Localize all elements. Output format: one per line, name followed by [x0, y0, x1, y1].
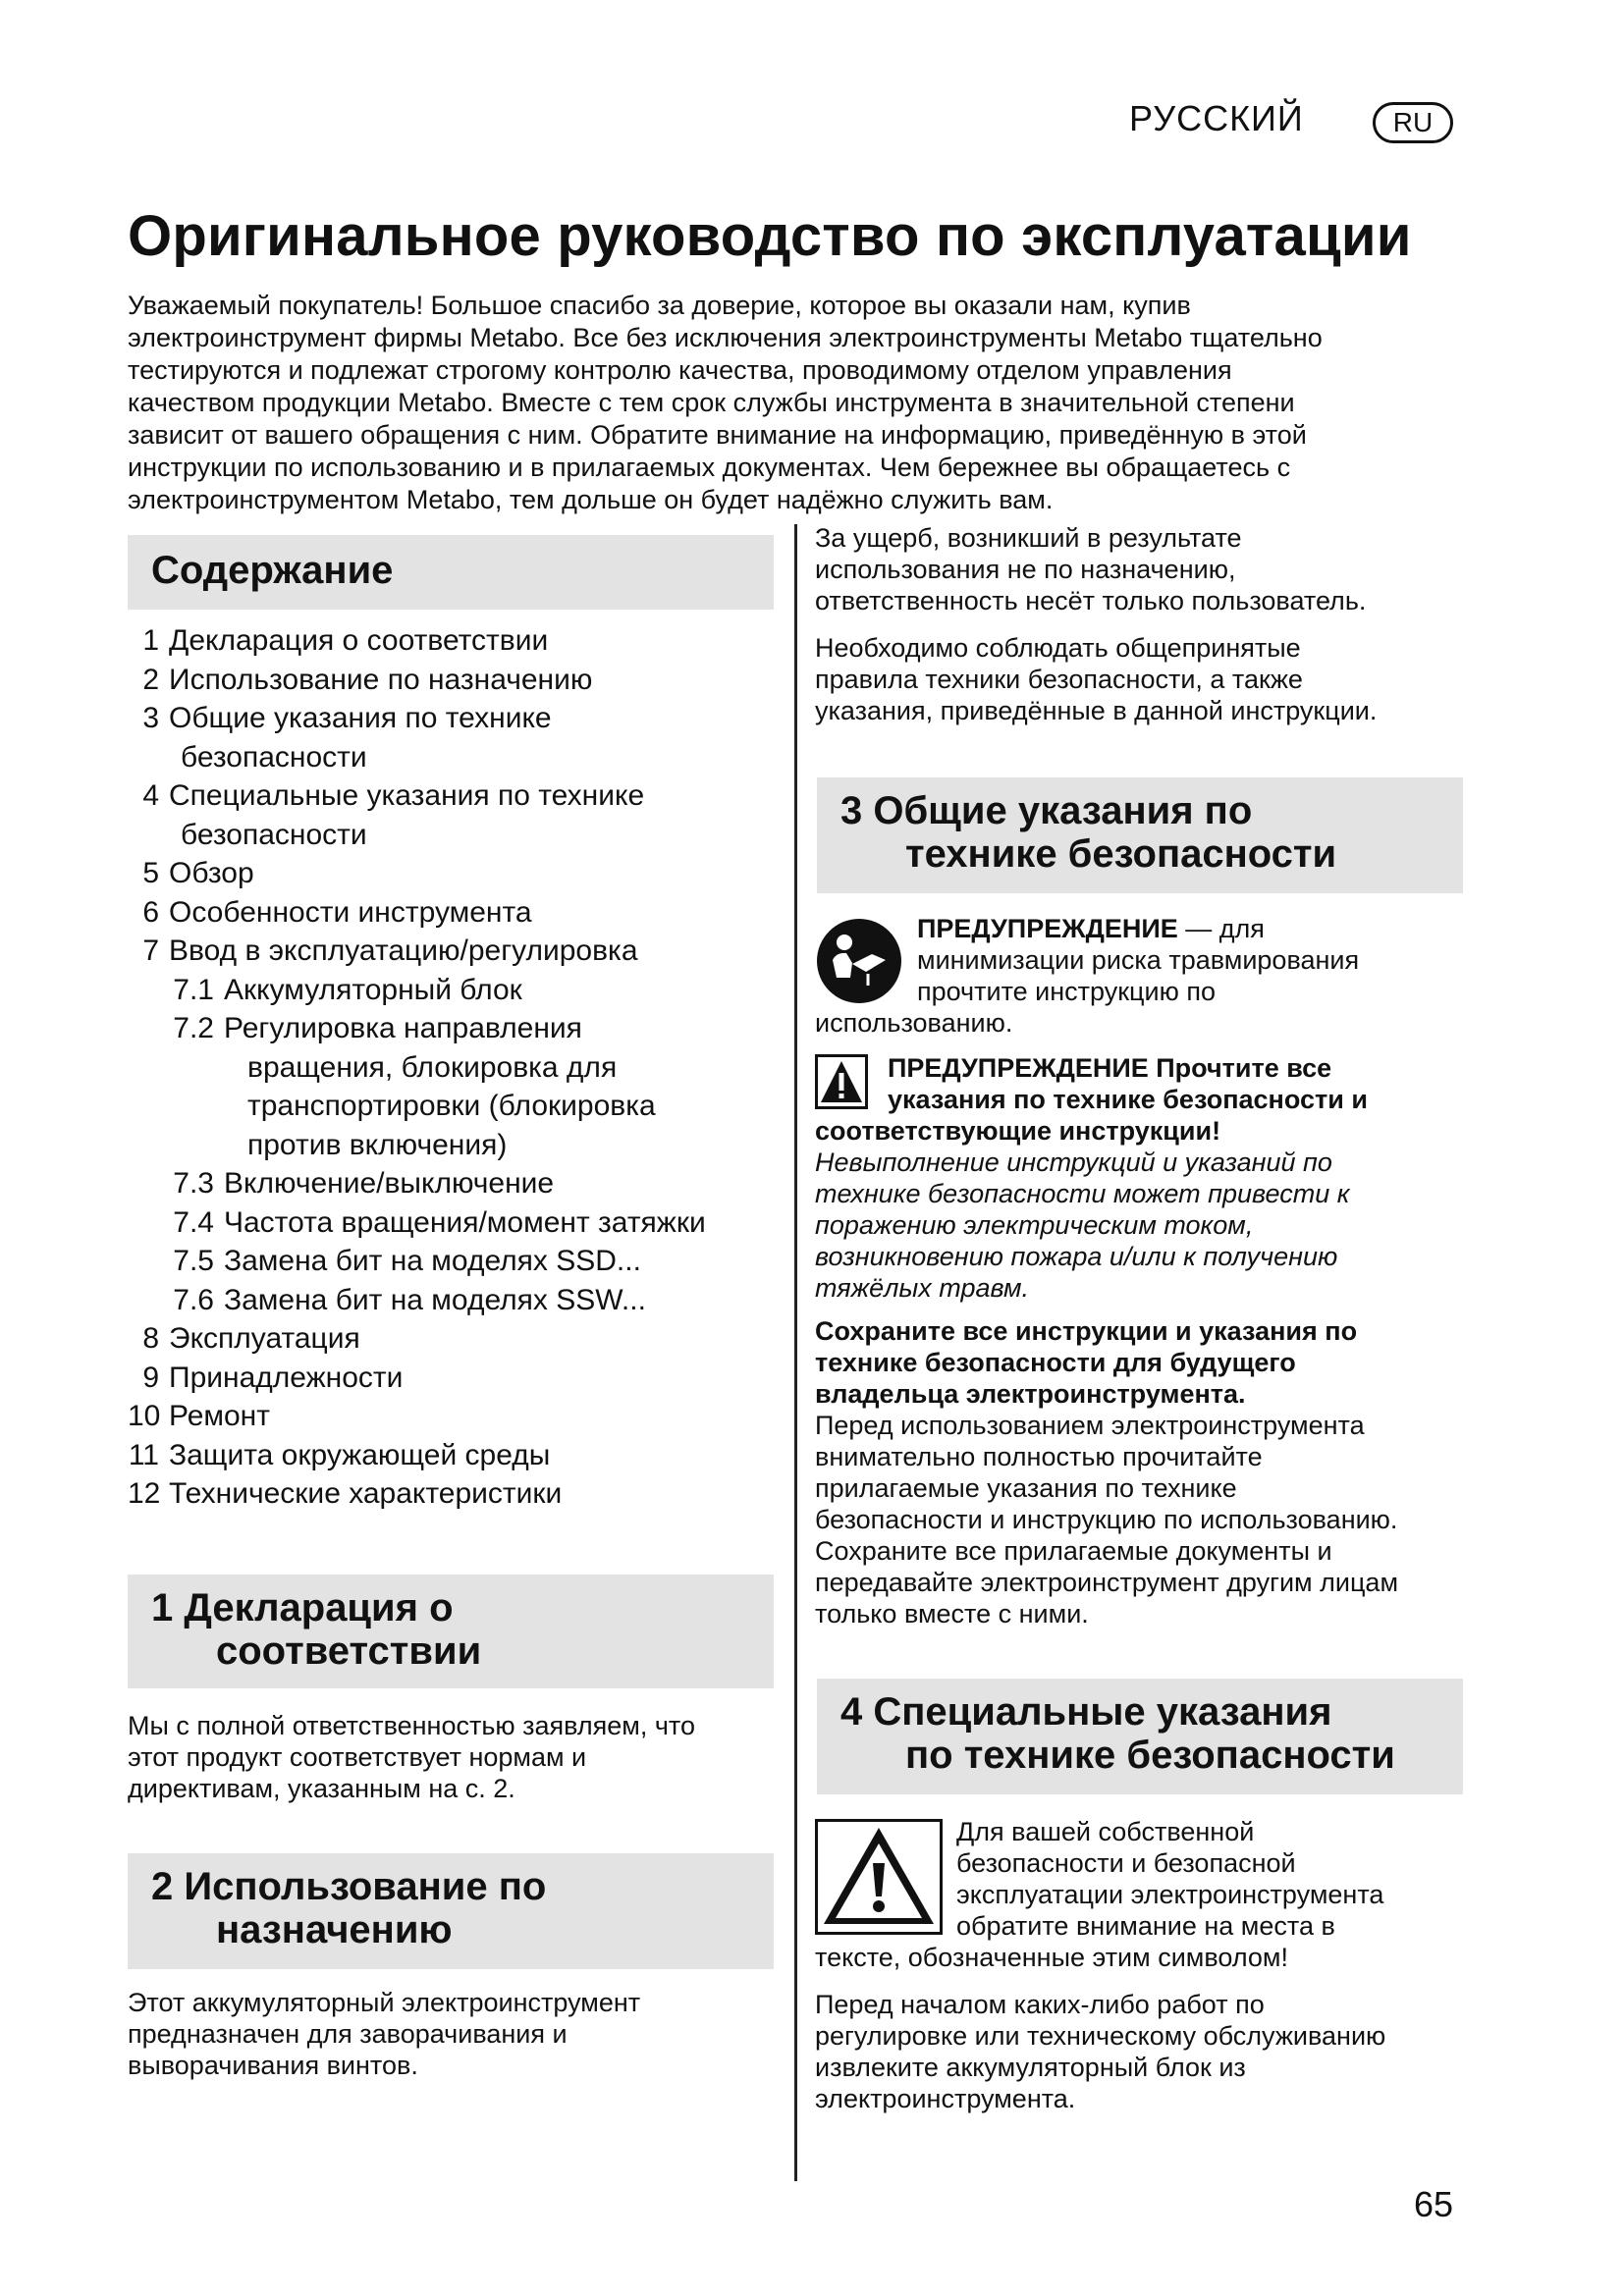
intro-line: зависит от вашего обращения с ним. Обратите внимание на информацию, приведённую в этой — [128, 420, 1307, 450]
warning-triangle-icon — [815, 1054, 868, 1109]
intended-use-liability: За ущерб, возникший в результате использования не по назначению, ответственность несёт только пользователь. — [815, 523, 1367, 615]
section-1-heading: 1 Декларация о — [151, 1586, 454, 1629]
toc-item[interactable]: 11 Защита окружающей среды — [128, 1438, 551, 1471]
section-2-heading: 2 Использование по — [151, 1865, 547, 1908]
warning-2-heading: ПРЕДУПРЕЖДЕНИЕ Прочтите все указания по технике безопасности и — [888, 1053, 1368, 1114]
toc-item[interactable]: 4 Специальные указания по технике — [142, 779, 645, 812]
toc-item[interactable]: 3 Общие указания по технике — [142, 702, 552, 734]
column-divider — [794, 524, 797, 2181]
section-3-heading-cont: технике безопасности — [905, 832, 1337, 876]
table-of-contents — [128, 621, 776, 1514]
section-3-heading-box — [817, 777, 1463, 893]
remove-battery-text: Перед началом каких-либо работ по регулировке или техническому обслуживанию извлеките аккумуляторный блок из электроинструмента. — [815, 1990, 1386, 2113]
warning-1-text-end: использованию. — [815, 1008, 1013, 1038]
page-number: 65 — [1414, 2184, 1454, 2224]
general-rules-text: Необходимо соблюдать общепринятые правила техники безопасности, а также указания, приведённые в данной инструкции. — [815, 633, 1378, 725]
toc-item[interactable]: 6 Особенности инструмента — [142, 895, 532, 929]
section-3-heading: 3 Общие указания по — [840, 789, 1253, 832]
section-1-heading-box — [128, 1575, 774, 1688]
read-manual-icon — [815, 917, 903, 1005]
toc-item-continuation: против включения) — [247, 1128, 508, 1161]
toc-heading: Содержание — [151, 549, 394, 592]
warning-1-title: ПРЕДУПРЕЖДЕНИЕ — [917, 914, 1178, 943]
warning-2-body: соответствующие инструкции! Невыполнение инструкций и указаний по технике безопасности может привести к поражению электрическим током, возникновению пожара и/или к получению тяжёлых травм. — [815, 1116, 1350, 1303]
section-4-heading: 4 Специальные указания — [840, 1690, 1332, 1734]
toc-subitem[interactable]: 7.1 Аккумуляторный блок — [173, 973, 522, 1006]
intro-line: электроинструмент фирмы Metabo. Все без исключения электроинструменты Metabo тщательно — [128, 323, 1323, 352]
intro-paragraph — [128, 290, 1463, 516]
toc-item[interactable]: 1 Декларация о соответствии — [142, 624, 549, 657]
toc-subitem[interactable]: 7.2 Регулировка направления — [173, 1012, 582, 1044]
toc-item-continuation: транспортировки (блокировка — [247, 1090, 656, 1122]
toc-subitem[interactable]: 7.5 Замена бит на моделях SSD... — [173, 1245, 641, 1277]
toc-item[interactable]: 10 Ремонт — [128, 1400, 270, 1432]
toc-item[interactable]: 8 Эксплуатация — [142, 1322, 360, 1355]
section-1-heading-cont: соответствии — [216, 1629, 482, 1673]
safety-symbol-text: Для вашей собственной безопасности и безопасной эксплуатации электроинструмента обратите внимание на места в — [956, 1817, 1384, 1941]
toc-item[interactable]: 7 Ввод в эксплуатацию/регулировка — [142, 934, 638, 967]
warning-1-text: ПРЕДУПРЕЖДЕНИЕ — для минимизации риска травмирования прочтите инструкцию по — [917, 914, 1360, 1006]
toc-subitem[interactable]: 7.6 Замена бит на моделях SSW... — [173, 1283, 646, 1316]
save-instructions-text: Сохраните все инструкции и указания по технике безопасности для будущего владельца электроинструмента. Перед использованием электроинструмента внимательно полностью прочитайте прилагаемые указания по технике безопасности и инструкцию по использованию. Сохраните все прилагаемые документы и передавайте электроинструмент другим лицам только вместе с ними. — [815, 1316, 1398, 1629]
toc-item[interactable]: 9 Принадлежности — [142, 1361, 404, 1394]
intro-line: качеством продукции Metabo. Вместе с тем срок службы инструмента в значительной степени — [128, 388, 1295, 417]
toc-heading-box — [128, 535, 774, 610]
language-badge: RU — [1373, 102, 1453, 143]
section-2-text: Этот аккумуляторный электроинструмент предназначен для заворачивания и выворачивания винтов. — [128, 1988, 641, 2080]
toc-item-continuation: вращения, блокировка для — [247, 1050, 618, 1084]
section-1-text: Мы с полной ответственностью заявляем, что этот продукт соответствует нормам и директивам, указанным на с. 2. — [128, 1711, 696, 1803]
language-label: РУССКИЙ — [1129, 98, 1304, 138]
toc-item[interactable]: 5 Обзор — [142, 857, 254, 889]
section-2-heading-cont: назначению — [216, 1908, 453, 1951]
page-title: Оригинальное руководство по эксплуатации — [128, 204, 1412, 268]
toc-item-continuation: безопасности — [181, 740, 367, 774]
toc-subitem[interactable]: 7.3 Включение/выключение — [173, 1167, 555, 1200]
intro-line: инструкции по использованию и в прилагаемых документах. Чем бережнее вы обращаетесь с — [128, 453, 1291, 482]
toc-item-continuation: безопасности — [181, 818, 367, 851]
toc-item[interactable]: 12 Технические характеристики — [128, 1477, 563, 1510]
toc-item[interactable]: 2 Использование по назначению — [142, 663, 593, 696]
section-4-heading-cont: по технике безопасности — [905, 1734, 1395, 1777]
intro-line: тестируются и подлежат строгому контролю качества, проводимому отделом управления — [128, 355, 1232, 385]
intro-line: электроинструментом Metabo, тем дольше он будет надёжно служить вам. — [128, 485, 1054, 514]
section-4-heading-box — [817, 1679, 1463, 1794]
intro-line: Уважаемый покупатель! Большое спасибо за доверие, которое вы оказали нам, купив — [128, 291, 1191, 320]
section-2-heading-box — [128, 1853, 774, 1969]
toc-subitem[interactable]: 7.4 Частота вращения/момент затяжки — [173, 1205, 706, 1239]
safety-symbol-icon — [815, 1819, 943, 1935]
safety-symbol-text-end: тексте, обозначенные этим символом! — [815, 1943, 1288, 1972]
